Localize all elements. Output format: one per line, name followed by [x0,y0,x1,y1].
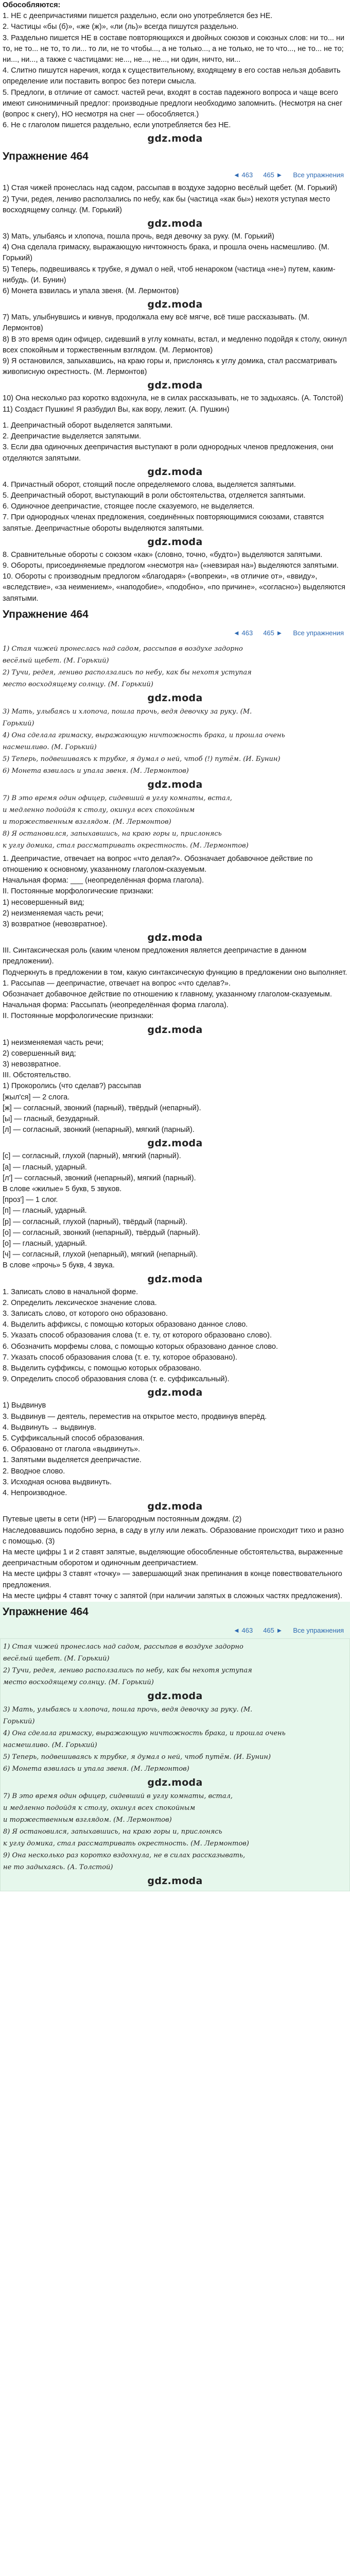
rule-item: 2. Частицы «бы (б)», «же (ж)», «ли (ль)» всегда пишутся раздельно. [3,23,239,31]
morph-line: 4. Выделить аффиксы, с помощью которых образовано данное слово. [3,1320,248,1329]
morph-line: Наследовавшись подобно зерна, в саду в углу или лежать. Образование происходит тихо и разно с помощью. (3) [3,1526,344,1546]
analysis-item: 3. Если два одиночных деепричастия выступают в роли однородных членов предложения, они отделяются запятыми. [3,443,334,463]
morph-line: [о] — согласный, звонкий (непарный), твёрдый (парный). [3,1228,200,1237]
morph-line: 5. Суффиксальный способ образования. [3,1434,145,1443]
morph-line: 3. Записать слово, от которого оно образовано. [3,1310,168,1318]
marked-line: 8) Я остановился, запыхавшись, на краю горы и, прислонясь [3,1827,222,1836]
marked-line: 2) Тучи, редея, лениво расползались по небу, как бы нехотя уступая [3,1666,252,1674]
next-button[interactable]: 465 ► [263,171,283,179]
intro-rules [0,11,350,131]
intro-title: Обособляются: [3,1,61,9]
morph-line: [о] — гласный, ударный. [3,1240,87,1248]
morph-line: В слове «жилые» 5 букв, 5 звуков. [3,1185,122,1194]
pager [0,1622,350,1638]
morph-line: 1. Деепричастие, отвечает на вопрос «что делая?». Обозначает добавочное действие по отношению к основному, указанному глаголом-сказуемым. [3,854,313,874]
morph-line: [жыл'ся] — 2 слога. [3,1093,70,1101]
morph-line: Подчеркнуть в предложении в том, какую синтаксическую функцию в предложении оно выполняет. [3,968,347,977]
analysis-item: 9. Обороты, присоединяемые предлогом «несмотря на» («невзирая на») выделяются запятыми. [3,561,339,570]
morph-line: 1) несовершенный вид; [3,898,84,907]
sentence: 3) Мать, улыбаясь и хлопоча, пошла прочь, ведя девочку за руку. (М. Горький) [3,232,274,241]
marked-line: 4) Она сделала гримаску, выражающую ничтожность брака, и прошла очень [3,1729,286,1737]
next-button[interactable]: 465 ► [263,1626,283,1634]
morph-line: [п] — гласный, ударный. [3,1207,87,1215]
exercise-title: Упражнение 464 [3,608,89,620]
pager [0,167,350,183]
rule-item: 5. Предлоги, в отличие от самост. частей речи, входят в состав падежного вопроса и чаще всего имеют синонимичный предлог: производные предлоги необходимо запомнить. (Несмотря на снег (вопрос к снегу), НО несмотря на снег — обособляется.) [3,88,343,119]
marked-line: 7) В это время один офицер, сидевший в углу комнаты, встал, [3,794,232,802]
morph-line: II. Постоянные морфологические признаки: [3,1012,154,1021]
exercise-title: Упражнение 464 [3,150,89,163]
marked-line: 9) Она несколько раз коротко вздохнула, не в силах рассказывать, [3,1851,246,1859]
watermark: gdz.moda [147,692,203,704]
next-icon: ► [276,171,283,179]
watermark: gdz.moda [147,1776,203,1788]
prev-button[interactable]: ◄ 463 [233,171,253,179]
morph-line: 3) возвратное (невозвратное). [3,920,108,928]
marked-line: 1) Стая чижей пронеслась над садом, рассыпав в воздухе задорно [3,1642,243,1651]
next-button[interactable]: 465 ► [263,629,283,637]
sentence: 6) Монета взвилась и упала звеня. (М. Лермонтов) [3,287,179,296]
marked-line: и торжественным взглядом. (М. Лермонтов) [3,818,171,826]
morph-line: Путевые цветы в сети (НР) — Благородным постоянным дождям. (2) [3,1515,242,1524]
morph-line: 2) неизменяемая часть речи; [3,909,104,918]
all-exercises-link[interactable]: Все упражнения [293,171,344,179]
all-exercises-link[interactable]: Все упражнения [293,1626,344,1634]
morph-line: III. Синтаксическая роль (каким членом предложения является деепричастие в данном предложении). [3,946,307,966]
sentence: 9) Я остановился, запыхавшись, на краю горы и, прислонясь к углу домика, стал рассматривать живописную окрестность. (М. Лермонтов) [3,357,337,377]
morph-analysis [0,854,350,1602]
morph-line: 3. Исходная основа выдвинуть. [3,1478,112,1486]
prev-icon: ◄ [233,629,240,637]
morph-line: [проз'] — 1 слог. [3,1196,58,1205]
watermark: gdz.moda [147,218,203,230]
morph-line: На месте цифры 1 и 2 ставят запятые, выделяющие обособленные обстоятельства, выраженные деепричастным оборотом и одиночным деепричастием. [3,1548,343,1568]
analysis-a [0,420,350,604]
morph-line: 2) совершенный вид; [3,1049,76,1058]
marked-line: насмешливо. (М. Горький) [3,743,97,751]
morph-line: 1. Рассыпав — деепричастие, отвечает на вопрос «что сделав?». [3,979,231,988]
prev-button[interactable]: ◄ 463 [233,1626,253,1634]
morph-line: Начальная форма: ___ (неопределённая форма глагола). [3,876,204,885]
watermark: gdz.moda [147,466,203,478]
all-exercises-link[interactable]: Все упражнения [293,629,344,637]
morph-line: [с] — согласный, глухой (парный), мягкий (парный). [3,1152,181,1161]
pager [0,625,350,641]
morph-line: На месте цифры 4 ставят точку с запятой (при наличии запятых в сложных частях предложения). [3,1591,342,1600]
rule-item: 1. НЕ с деепричастиями пишется раздельно, если оно употребляется без НЕ. [3,12,273,21]
marked-line: Горький) [3,1717,35,1725]
watermark: gdz.moda [147,1501,203,1513]
marked-line: 3) Мать, улыбаясь и хлопоча, пошла прочь, ведя девочку за руку. (М. [3,707,252,716]
marked-line: 5) Теперь, подвешиваясь к трубке, я думал о ней, чтоб (!) путём. (И. Бунин) [3,755,281,763]
morph-line: 2. Вводное слово. [3,1467,65,1476]
watermark: gdz.moda [147,133,203,145]
watermark: gdz.moda [147,1875,203,1887]
exercise-block-2 [0,604,350,1602]
marked-line: 5) Теперь, подвешиваясь к трубке, я думал о ней, чтоб путём. (И. Бунин) [3,1753,271,1761]
sentence: 10) Она несколько раз коротко вздохнула, не в силах рассказывать, не то задыхаясь. (А. Толстой) [3,394,343,403]
sentence: 4) Она сделала гримаску, выражающую ничтожность брака, и прошла очень насмешливо. (М. Горький) [3,243,329,263]
sentence-list [0,183,350,415]
marked-line: и медленно подойдя к столу, окинул всех спокойным [3,806,195,814]
marked-line: 2) Тучи, редея, лениво расползались по небу, как бы нехотя уступая [3,668,252,676]
marked-line: место восходящему солнцу. (М. Горький) [3,1678,154,1686]
watermark: gdz.moda [147,536,203,548]
watermark: gdz.moda [147,932,203,944]
marked-line: 3) Мать, улыбаясь и хлопоча, пошла прочь, ведя девочку за руку. (М. [3,1705,253,1714]
marked-image-a [0,641,350,854]
morph-line: 4. Выдвинуть → выдвинув. [3,1423,96,1432]
morph-line: [л] — согласный, звонкий (непарный), мягкий (парный). [3,1126,195,1134]
morph-line: 3) невозвратное. [3,1060,61,1069]
analysis-item: 6. Одиночное деепричастие, стоящее после сказуемого, не выделяется. [3,502,255,511]
watermark: gdz.moda [147,1024,203,1036]
morph-line: 1. Записать слово в начальной форме. [3,1287,138,1296]
marked-line: и медленно подойдя к столу, окинул всех спокойным [3,1804,196,1812]
exercise-block-1 [0,146,350,604]
morph-line: 9. Определить способ образования слова (т. е. суффиксальный). [3,1375,230,1384]
morph-line: [ж] — согласный, звонкий (парный), твёрдый (непарный). [3,1104,201,1112]
next-icon: ► [276,1626,283,1634]
morph-line: 1. Запятыми выделяется деепричастие. [3,1456,142,1465]
watermark: gdz.moda [147,778,203,790]
sentence: 5) Теперь, подвешиваясь к трубке, я думал о ней, чтоб ненароком (частица «не») путем, каким-нибудь. (И. Бунин) [3,265,336,284]
marked-line: и торжественным взглядом. (М. Лермонтов) [3,1816,172,1824]
marked-line: к углу домика, стал рассматривать окрестность. (М. Лермонтов) [3,841,249,850]
marked-line: 7) В это время один офицер, сидевший в углу комнаты, встал, [3,1792,233,1800]
morph-line: 1) Прокоролись (что сделав?) рассыпав [3,1082,142,1091]
morph-line: III. Обстоятельство. [3,1071,71,1080]
analysis-item: 1. Деепричастный оборот выделяется запятыми. [3,421,173,430]
marked-image-b [0,1638,350,1891]
marked-line: Горький) [3,719,34,727]
watermark: gdz.moda [147,380,203,392]
morph-line: 5. Указать способ образования слова (т. е. ту, от которого образовано слово). [3,1331,272,1340]
morph-line: 7. Указать способ образования слова (т. е. ту, которое образовано). [3,1353,238,1362]
marked-line: весёлый щебет. (М. Горький) [3,656,109,665]
watermark: gdz.moda [147,299,203,311]
marked-line: 6) Монета взвилась и упала звеня. (М. Лермонтов) [3,1765,189,1773]
marked-line: 4) Она сделала гримаску, выражающую ничтожность брака, и прошла очень [3,731,285,739]
marked-line: не то задыхаясь. (А. Толстой) [3,1863,113,1871]
morph-line: [л'] — согласный, звонкий (непарный), мягкий (парный). [3,1174,196,1182]
marked-line: насмешливо. (М. Горький) [3,1741,97,1749]
morph-line: 1) неизменяемая часть речи; [3,1038,104,1047]
prev-button[interactable]: ◄ 463 [233,629,253,637]
rule-item: 4. Слитно пишутся наречия, когда к существительному, входящему в его состав нельзя добавить определение или поставить вопрос без потери смысла. [3,66,341,86]
morph-line: В слове «прочь» 5 букв, 4 звука. [3,1261,115,1270]
marked-line: 6) Монета взвилась и упала звеня. (М. Лермонтов) [3,767,189,775]
watermark: gdz.moda [147,1690,203,1702]
morph-line: На месте цифры 3 ставят «точку» — завершающий знак препинания в конце повествовательного предложения. [3,1570,342,1589]
analysis-item: 4. Причастный оборот, стоящий после определяемого слова, выделяется запятыми. [3,480,296,489]
prev-icon: ◄ [233,1626,240,1634]
sentence: 11) Создаст Пушкин! Я разбудил Вы, как вору, лежит. (А. Пушкин) [3,405,230,414]
morph-line: 4. Непроизводное. [3,1489,67,1498]
next-icon: ► [276,629,283,637]
morph-line: II. Постоянные морфологические признаки: [3,887,154,896]
marked-line: весёлый щебет. (М. Горький) [3,1654,110,1663]
marked-line: 1) Стая чижей пронеслась над садом, рассыпав в воздухе задорно [3,645,243,653]
sentence: 2) Тучи, редея, лениво расползались по небу, как бы (частица «как бы») нехотя уступая место восходящему солнцу. (М. Горький) [3,195,330,214]
analysis-item: 7. При однородных членах предложения, соединённых повторяющимися союзами, ставятся запятые. Деепричастные обороты выделяются запятыми. [3,513,324,533]
watermark: gdz.moda [147,1273,203,1285]
prev-icon: ◄ [233,171,240,179]
marked-line: к углу домика, стал рассматривать окрестность. (М. Лермонтов) [3,1839,249,1848]
morph-line: Начальная форма: Рассыпать (неопределённая форма глагола). [3,1001,229,1010]
morph-line: [ы] — гласный, безударный. [3,1115,100,1123]
sentence: 1) Стая чижей пронеслась над садом, рассыпав в воздухе задорно весёлый щебет. (М. Горький) [3,184,338,193]
exercise-block-3 [0,1602,350,1891]
marked-line: 8) Я остановился, запыхавшись, на краю горы и, прислонясь [3,829,222,838]
morph-line: [а] — гласный, ударный. [3,1163,87,1172]
morph-line: 6. Образовано от глагола «выдвинуть». [3,1445,141,1454]
intro-section [0,0,350,146]
exercise-title: Упражнение 464 [3,1605,89,1618]
analysis-item: 5. Деепричастный оборот, выступающий в роли обстоятельства, отделяется запятыми. [3,491,306,500]
watermark: gdz.moda [147,1387,203,1399]
sentence: 8) В это время один офицер, сидевший в углу комнаты, встал, и медленно подойдя к столу, окинул всех спокойным и торжественным взглядом. (М. Лермонтов) [3,335,347,354]
morph-line: [ч] — согласный, глухой (непарный), мягкий (непарный). [3,1250,198,1259]
morph-line: 1) Выдвинув [3,1401,46,1410]
morph-line: [р] — согласный, глухой (парный), твёрдый (парный). [3,1217,188,1226]
morph-line: 8. Выделить суффиксы, с помощью которых образовано. [3,1364,202,1373]
analysis-item: 2. Деепричастие выделяется запятыми. [3,432,142,441]
morph-line: 2. Определить лексическое значение слова. [3,1298,157,1307]
sentence: 7) Мать, улыбнувшись и кивнув, продолжала ему всё мягче, всё тише рассказывать. (М. Лермонтов) [3,313,309,333]
watermark: gdz.moda [147,1138,203,1149]
morph-line: 6. Обозначить морфемы слова, с помощью которых образовано данное слово. [3,1342,278,1351]
rule-item: 3. Раздельно пишется НЕ в составе повторяющихся и двойных союзов и союзных слов: ни то... ни то, не то... не то, то ли... то ли, не то чтобы..., а не только..., а не только, не то что..., не то... не то; ни..., ни..., а также с частицами: не..., не..., не..., ни один, ничто, ни... [3,33,345,64]
analysis-item: 8. Сравнительные обороты с союзом «как» (словно, точно, «будто») выделяются запятыми. [3,550,323,559]
morph-line: Обозначает добавочное действие по отношению к главному, указанному глаголом-сказуемым. [3,990,332,998]
marked-line: место восходящему солнцу. (М. Горький) [3,680,153,688]
rule-item: 6. Не с глаголом пишется раздельно, если употребляется без НЕ. [3,121,231,130]
morph-line: 3. Выдвинув — деятель, переместив на открытое место, продвинув вперёд. [3,1412,267,1421]
analysis-item: 10. Обороты с производным предлогом «благодаря» («вопреки», «в отличие от», «ввиду», «вследствие», «за неимением», «наподобие», «подобно», «по причине», «согласно») выделяются запятыми. [3,572,345,603]
